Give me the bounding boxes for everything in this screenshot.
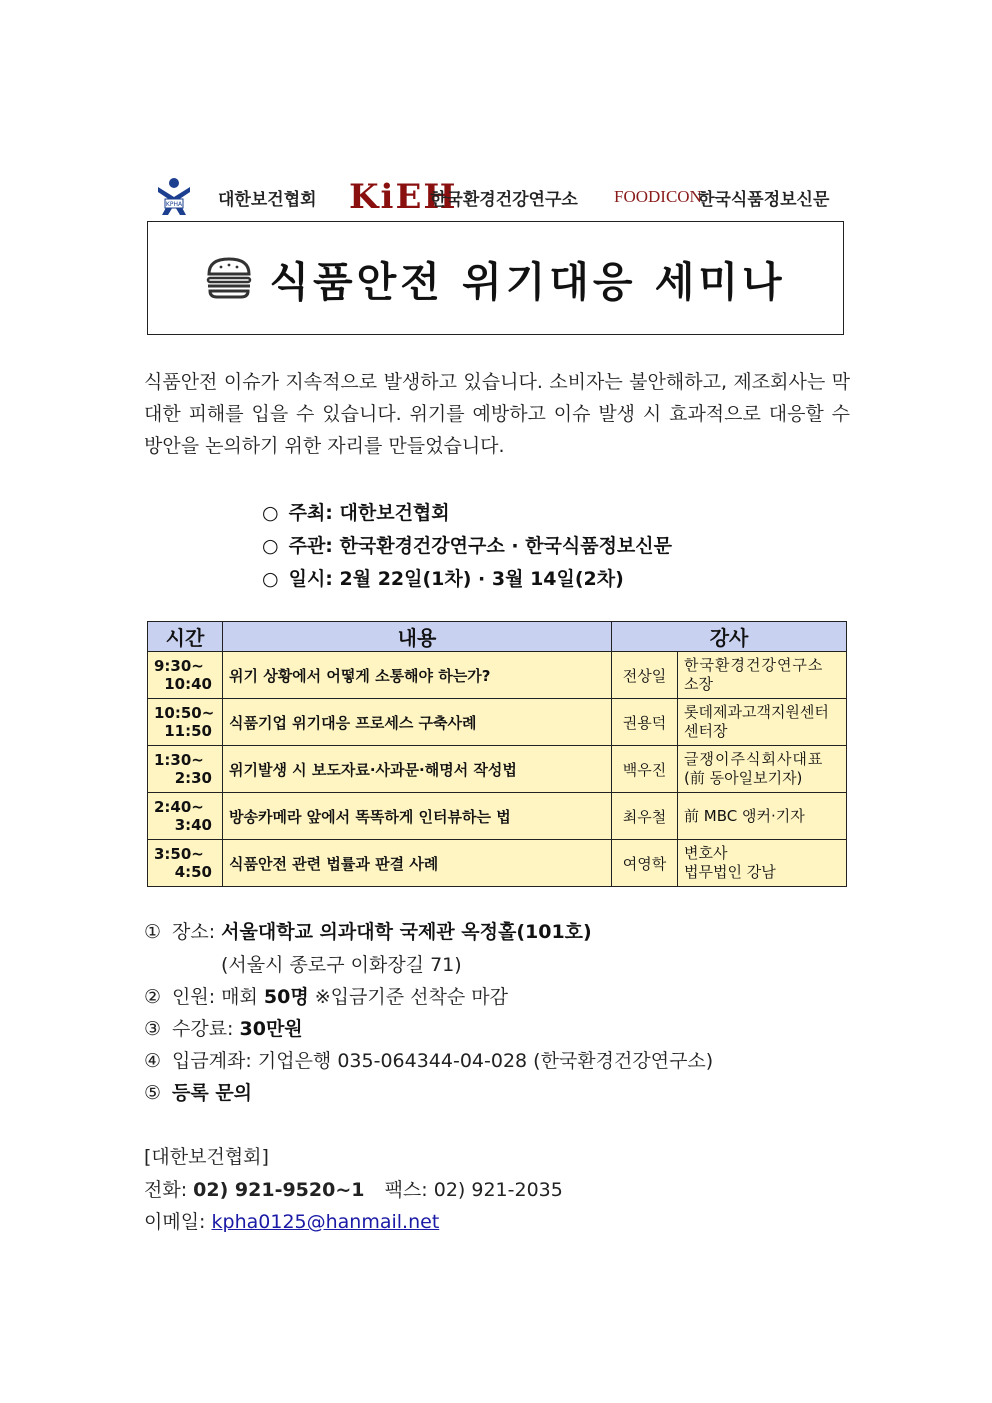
contact-email-line [144, 1207, 439, 1234]
time-start: 10:50~ [154, 704, 215, 722]
affiliation-line: 센터장 [684, 722, 728, 740]
time-start: 3:50~ [154, 845, 204, 863]
speaker-cell: 전상일 [612, 652, 678, 699]
time-end: 11:50 [164, 722, 212, 740]
detail-label: 등록 문의 [172, 1082, 253, 1104]
speaker-cell: 권용덕 [612, 699, 678, 746]
email-label: 이메일: [144, 1211, 206, 1233]
info-bullet: ○ [262, 568, 279, 590]
topic-cell: 방송카메라 앞에서 똑똑하게 인터뷰하는 법 [223, 793, 612, 840]
detail-label: 인원: 매회 [172, 986, 258, 1008]
header-content: 내용 [223, 622, 612, 652]
affiliation-cell [678, 840, 847, 887]
detail-value: 기업은행 035-064344-04-028 (한국환경건강연구소) [257, 1050, 714, 1072]
info-text: 일시: 2월 22일(1차) · 3월 14일(2차) [288, 568, 624, 590]
time-cell [148, 746, 223, 793]
time-end: 2:30 [174, 769, 212, 787]
affiliation-line: 법무법인 강남 [684, 863, 776, 881]
topic-cell: 위기 상황에서 어떻게 소통해야 하는가? [223, 652, 612, 699]
affiliation-line: 글쟁이주식회사대표 [684, 750, 824, 768]
affiliation-line: (前 동아일보기자) [684, 769, 803, 787]
affiliation-line: 소장 [684, 675, 713, 693]
speaker-cell: 여영학 [612, 840, 678, 887]
topic-cell: 식품안전 관련 법률과 판결 사례 [223, 840, 612, 887]
affiliation-cell [678, 746, 847, 793]
detail-number: ⑤ [144, 1082, 162, 1104]
time-end: 4:50 [174, 863, 212, 881]
time-start: 9:30~ [154, 657, 204, 675]
info-bullet: ○ [262, 535, 279, 557]
detail-label: 수강료: [172, 1018, 234, 1040]
detail-fee [144, 1014, 303, 1041]
logo-strip [156, 175, 846, 219]
foodicon-logo: FOODICON [614, 187, 702, 206]
detail-label: 입금계좌: [172, 1050, 252, 1072]
time-end: 3:40 [174, 816, 212, 834]
foodicon-name: 한국식품정보신문 [698, 189, 830, 210]
detail-address: (서울시 종로구 이화장길 71) [221, 954, 462, 976]
kpha-name: 대한보건협회 [218, 189, 317, 210]
detail-value: 서울대학교 의과대학 국제관 옥정홀(101호) [221, 921, 592, 943]
affiliation-cell [678, 652, 847, 699]
speaker-cell: 최우철 [612, 793, 678, 840]
fax-value: 02) 921-2035 [433, 1179, 563, 1201]
header-speaker: 강사 [612, 622, 847, 652]
email-link[interactable]: kpha0125@hanmail.net [211, 1211, 440, 1233]
affiliation-line: 한국환경건강연구소 [684, 656, 824, 674]
detail-account [144, 1046, 713, 1073]
detail-note: ※입금기준 선착순 마감 [314, 986, 508, 1008]
detail-place [144, 917, 592, 944]
detail-number: ② [144, 986, 162, 1008]
affiliation-line: 前 MBC 앵커·기자 [684, 806, 805, 825]
table-row [148, 699, 847, 746]
kpha-person-icon [156, 177, 192, 217]
table-row [148, 652, 847, 699]
detail-register [144, 1078, 252, 1105]
kpha-logo [156, 175, 192, 219]
page-title: 식품안전 위기대응 세미나 [269, 257, 786, 306]
info-bullet: ○ [262, 502, 279, 524]
time-end: 10:40 [164, 675, 212, 693]
phone-label: 전화: [144, 1179, 188, 1201]
title-box [147, 221, 844, 335]
kieh-name: 한국환경건강연구소 [430, 189, 578, 210]
detail-number: ③ [144, 1018, 162, 1040]
detail-number: ④ [144, 1050, 162, 1072]
detail-value: 30만원 [239, 1018, 303, 1040]
intro-paragraph: 식품안전 이슈가 지속적으로 발생하고 있습니다. 소비자는 불안해하고, 제조회사는 막대한 피해를 입을 수 있습니다. 위기를 예방하고 이슈 발생 시 효과적으로 대응할 수 방안을 논의하기 위한 자리를 만들었습니다. [144, 371, 850, 457]
time-cell [148, 793, 223, 840]
fax-label: 팩스: [384, 1179, 428, 1201]
kieh-logo: KiEH [349, 177, 458, 217]
table-row [148, 840, 847, 887]
table-row [148, 746, 847, 793]
affiliation-cell [678, 699, 847, 746]
header-time: 시간 [148, 622, 223, 652]
contact-phone-line [144, 1175, 563, 1202]
detail-number: ① [144, 921, 162, 943]
burger-icon [205, 256, 253, 300]
affiliation-line: 롯데제과고객지원센터 [684, 703, 829, 721]
contact-org: [대한보건협회] [144, 1146, 269, 1168]
info-text: 주최: 대한보건협회 [288, 502, 450, 524]
detail-label: 장소: [172, 921, 216, 943]
affiliation-line: 변호사 [684, 844, 728, 862]
detail-capacity [144, 982, 508, 1009]
time-cell [148, 652, 223, 699]
svg-text:KPHA: KPHA [165, 201, 183, 208]
info-date [262, 564, 624, 591]
speaker-cell: 백우진 [612, 746, 678, 793]
table-row [148, 793, 847, 840]
info-text: 주관: 한국환경건강연구소 · 한국식품정보신문 [288, 535, 672, 557]
info-host [262, 498, 450, 525]
detail-value: 50명 [263, 986, 309, 1008]
table-header-row [148, 622, 847, 652]
phone-value: 02) 921-9520~1 [193, 1179, 365, 1201]
affiliation-cell [678, 793, 847, 840]
info-organizer [262, 531, 672, 558]
topic-cell: 식품기업 위기대응 프로세스 구축사례 [223, 699, 612, 746]
schedule-table [147, 621, 847, 887]
time-cell [148, 699, 223, 746]
topic-cell: 위기발생 시 보도자료·사과문·해명서 작성법 [223, 746, 612, 793]
time-start: 1:30~ [154, 751, 204, 769]
time-cell [148, 840, 223, 887]
time-start: 2:40~ [154, 798, 204, 816]
